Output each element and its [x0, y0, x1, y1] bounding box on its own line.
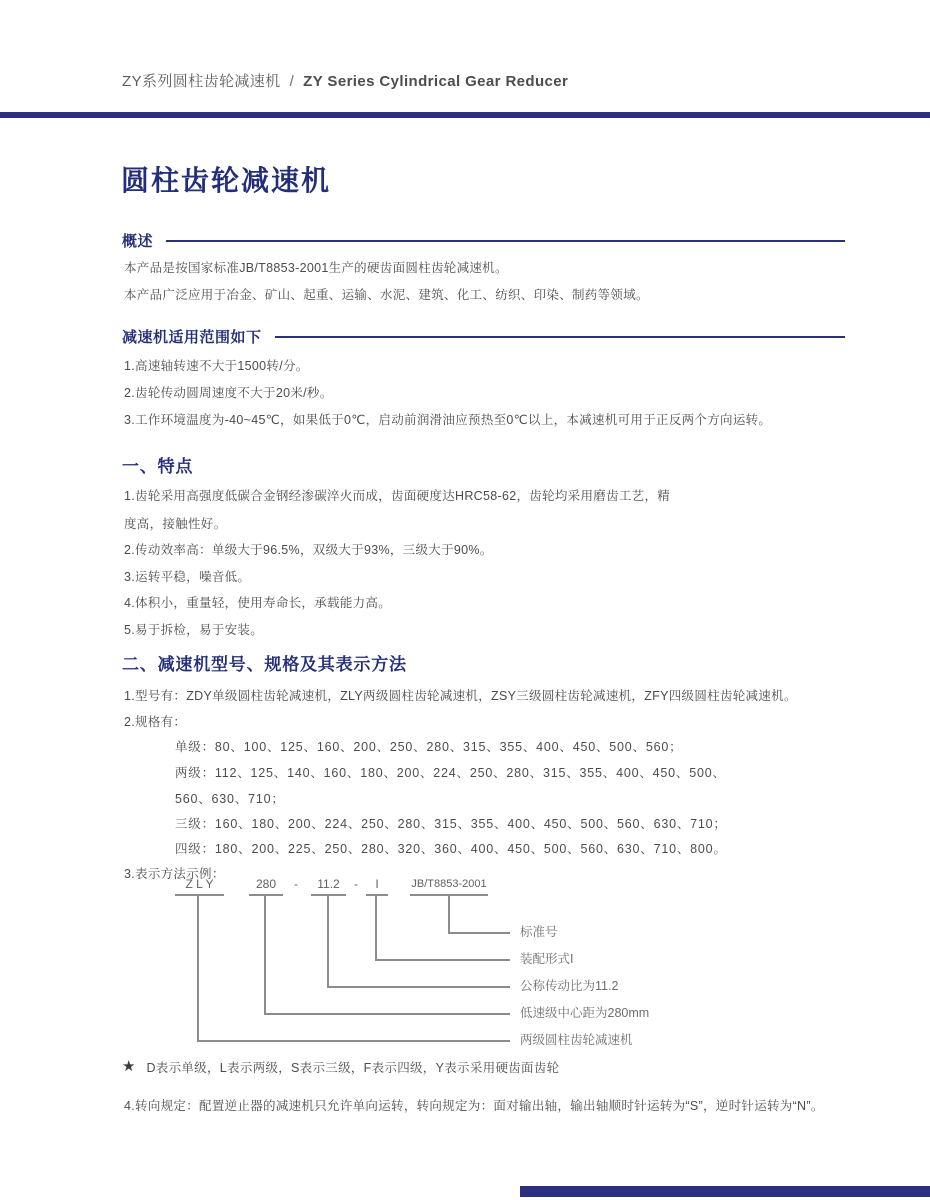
- code-prefix: Z L Y: [175, 877, 224, 896]
- rotation-rule-note: 4.转向规定：配置逆止器的减速机只允许单向运转，转向规定为：面对输出轴，输出轴顺时针运转为“S”，逆时针运转为“N”。: [124, 1099, 824, 1113]
- models-item: 1.型号有：ZDY单级圆柱齿轮减速机，ZLY两级圆柱齿轮减速机，ZSY三级圆柱齿轮减速机，ZFY四级圆柱齿轮减速机。: [124, 689, 797, 703]
- models-item: 2.规格有：: [124, 715, 187, 729]
- overview-heading-text: 概述: [122, 233, 154, 250]
- feature-item: 2.传动效率高：单级大于96.5%，双级大于93%，三级大于90%。: [124, 543, 493, 557]
- section-heading-overview: [122, 230, 845, 251]
- connector-line-horizontal: [197, 1040, 510, 1042]
- feature-item: 1.齿轮采用高强度低碳合金钢经渗碳淬火而成，齿面硬度达HRC58-62，齿轮均采用磨齿工艺，精: [124, 489, 671, 503]
- spec-line: 四级：180、200、225、250、280、320、360、400、450、500、560、630、710、800。: [175, 842, 727, 856]
- page-title: 圆柱齿轮减速机: [121, 165, 332, 196]
- section-heading-features: 一、特点: [122, 457, 194, 476]
- feature-item: 度高，接触性好。: [124, 517, 227, 531]
- code-ratio: 11.2: [311, 877, 346, 896]
- overview-paragraph: 本产品广泛应用于冶金、矿山、起重、运输、水泥、建筑、化工、纺织、印染、制药等领域。: [124, 288, 649, 302]
- section-heading-scope: [122, 326, 845, 347]
- callout-label: 标准号: [520, 925, 558, 939]
- spec-line: 560、630、710；: [175, 792, 285, 806]
- connector-line-horizontal: [264, 1013, 510, 1015]
- connector-line-vertical: [197, 896, 199, 1042]
- section-heading-models: 二、减速机型号、规格及其表示方法: [122, 655, 407, 674]
- code-dash: -: [294, 877, 298, 891]
- scope-item: 2.齿轮传动圆周速度不大于20米/秒。: [124, 386, 333, 400]
- header-divider-rule: [0, 112, 930, 118]
- scope-item: 1.高速轴转速不大于1500转/分。: [124, 359, 309, 373]
- feature-item: 4.体积小，重量轻，使用寿命长，承载能力高。: [124, 596, 392, 610]
- overview-paragraph: 本产品是按国家标准JB/T8853-2001生产的硬齿面圆柱齿轮减速机。: [124, 261, 508, 275]
- feature-item: 5.易于拆检，易于安装。: [124, 623, 264, 637]
- header-title-en: ZY Series Cylindrical Gear Reducer: [303, 73, 569, 90]
- page-header: [122, 70, 568, 91]
- callout-label: 装配形式I: [520, 952, 574, 966]
- header-separator: /: [289, 73, 295, 90]
- spec-line: 单级：80、100、125、160、200、250、280、315、355、400、450、500、560；: [175, 740, 683, 754]
- star-icon: ★: [122, 1058, 136, 1075]
- scope-item: 3.工作环境温度为-40~45℃，如果低于0℃，启动前润滑油应预热至0℃以上，本减速机可用于正反两个方向运转。: [124, 413, 772, 427]
- connector-line-horizontal: [375, 959, 510, 961]
- spec-line: 三级：160、180、200、224、250、280、315、355、400、450、500、560、630、710；: [175, 817, 727, 831]
- heading-rule-line: [275, 336, 845, 338]
- star-note-row: [122, 1058, 559, 1076]
- callout-label: 公称传动比为11.2: [520, 979, 619, 993]
- code-standard: JB/T8853-2001: [410, 877, 488, 896]
- connector-line-vertical: [264, 896, 266, 1015]
- callout-label: 两级圆柱齿轮减速机: [520, 1033, 633, 1047]
- feature-item: 3.运转平稳，噪音低。: [124, 570, 251, 584]
- connector-line-vertical: [448, 896, 450, 934]
- spec-line: 两级：112、125、140、160、180、200、224、250、280、315、355、400、450、500、: [175, 766, 726, 780]
- header-title-cn: ZY系列圆柱齿轮减速机: [122, 73, 281, 90]
- footer-bar: [520, 1186, 930, 1197]
- heading-rule-line: [166, 240, 845, 242]
- scope-heading-text: 减速机适用范围如下: [122, 329, 262, 346]
- code-size: 280: [249, 877, 283, 896]
- connector-line-vertical: [375, 896, 377, 961]
- notation-label: 3.表示方法示例：: [124, 867, 225, 881]
- connector-line-horizontal: [327, 986, 510, 988]
- connector-line-vertical: [327, 896, 329, 988]
- code-dash: -: [354, 877, 358, 891]
- code-assembly: I: [366, 877, 388, 896]
- star-note-text: D表示单级，L表示两级，S表示三级，F表示四级，Y表示采用硬齿面齿轮: [146, 1061, 560, 1075]
- connector-line-horizontal: [448, 932, 510, 934]
- callout-label: 低速级中心距为280mm: [520, 1006, 650, 1020]
